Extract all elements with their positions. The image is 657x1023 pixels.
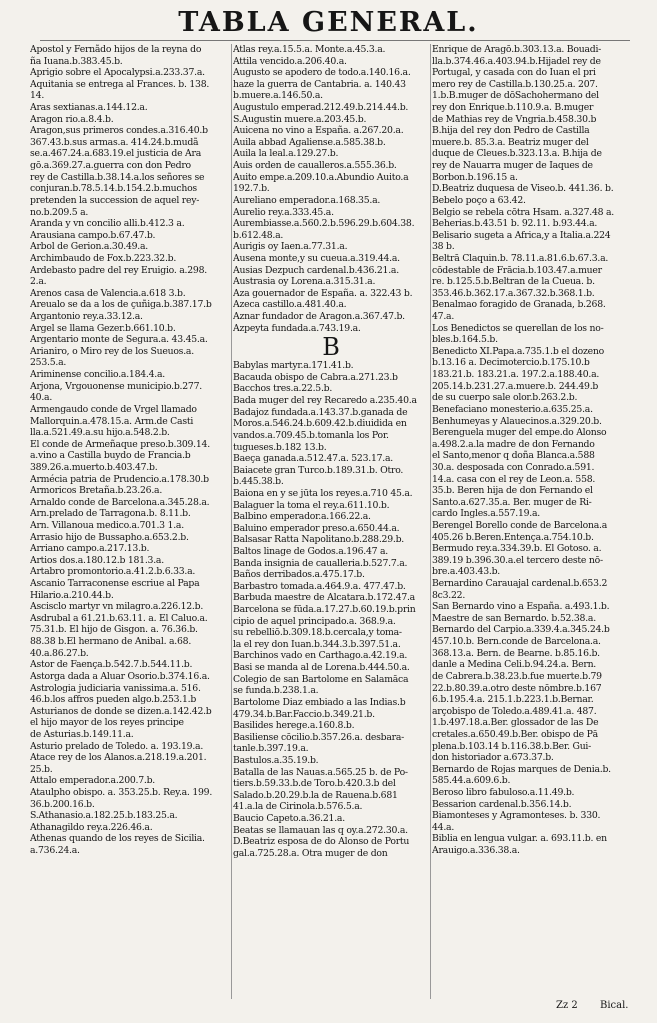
index-line: Barcelona se fūda.a.17.27.b.60.19.b.prin <box>233 604 416 616</box>
index-line: Armoricos Bretaña.b.23.26.a. <box>30 485 163 497</box>
index-line: Beroso libro fabuloso.a.11.49.b. <box>432 787 575 798</box>
index-line: Augustulo emperad.212.49.b.214.44.b. <box>233 102 409 114</box>
index-line: Armécia patria de Prudencio.a.178.30.b <box>30 473 209 485</box>
index-line: Azeca castillo.a.481.40.a. <box>233 299 347 311</box>
index-line: Beltrā Claquin.b. 78.11.a.81.6.b.67.3.a. <box>432 252 609 264</box>
index-line: 192.7.b. <box>233 183 270 195</box>
index-line: Auila abbad Agaliense.a.585.38.b. <box>233 136 386 148</box>
index-line: lla.a.521.49.a.su hijo.a.548.2.b. <box>30 427 170 439</box>
index-line: Artabro promontorio.a.41.2.b.6.33.a. <box>30 566 196 578</box>
index-line: Baiacete gran Turco.b.189.31.b. Otro. <box>233 464 404 476</box>
index-line: Bastulos.a.35.19.b. <box>233 754 319 766</box>
index-line: Balaguer la toma el rey.a.611.10.b. <box>233 499 390 511</box>
index-line: Belgio se rebela cōtra Hsam. a.327.48 a. <box>432 206 614 218</box>
index-line: Portugal, y casada con do Iuan el pri <box>432 67 596 79</box>
index-line: Batalla de las Nauas.a.565.25 b. de Po- <box>233 766 408 778</box>
index-line: 479.34.b.Bar.Faccio.b.349.21.b. <box>233 708 375 720</box>
index-line: Athanagildo rey.a.226.46.a. <box>30 821 153 833</box>
index-line: cipio de aquel principado.a. 368.9.a. <box>233 615 396 627</box>
index-line: b.445.38.b. <box>233 476 284 488</box>
index-line: 585.44.a.609.6.b. <box>432 775 511 787</box>
index-line: 1.b.B.muger de dōSachohermano del <box>432 90 599 102</box>
index-line: Armengaudo conde de Vrgel llamado <box>30 403 197 415</box>
index-column-3 <box>432 44 635 857</box>
index-line: Asturianos de donde se dizen.a.142.42.b <box>30 705 212 717</box>
index-line: Benhumeyas y Alauecinos.a.329.20.b. <box>432 415 602 427</box>
index-line: 405.26 b.Beren.Entença.a.754.10.b. <box>432 531 594 543</box>
index-line: Bernardo de Rojas marques de Denia.b. <box>432 763 611 775</box>
index-line: Artios dos.a.180.12.b 181.3.a. <box>30 554 164 566</box>
index-line: rey de Nauarra muger de Iaques de <box>432 160 593 172</box>
index-line: Asdrubal a 61.21.b.63.11. a. El Caluo.a. <box>30 612 208 624</box>
index-line: Argantonio rey.a.33.12.a. <box>30 311 143 323</box>
index-line: de Mathias rey de Vngria.b.458.30.b <box>432 113 597 125</box>
index-line: su rebelliō.b.309.18.b.cercala,y toma- <box>233 627 402 639</box>
index-line: S.Augustin muere.a.203.45.b. <box>233 113 367 125</box>
index-line: gō.a.369.27.a.guerra con don Pedro <box>30 160 191 172</box>
index-line: Bernardino Carauajal cardenal.b.653.2 <box>432 578 608 590</box>
index-line: Auis orden de caualleros.a.555.36.b. <box>233 160 397 172</box>
index-line: b.muere.a.146.50.a. <box>233 90 323 102</box>
index-line: cōdestable de Frācia.b.103.47.a.muer <box>432 264 602 276</box>
index-line: 41.a.la de Cirinola.b.576.5.a. <box>233 801 363 813</box>
index-line: b.13.16 a. Decimotercio.b.175.10.b <box>432 357 590 369</box>
index-line: de Cabrera.b.38.23.b.fue muerte.b.79 <box>432 670 602 682</box>
index-line: Aprigio sobre el Apocalypsi.a.233.37.a. <box>30 67 205 79</box>
index-line: 253.5.a. <box>30 357 67 369</box>
index-line: Bessarion cardenal.b.356.14.b. <box>432 798 572 810</box>
index-line: Barchinos vado en Carthago.a.42.19.a. <box>233 650 408 662</box>
index-line: Aragon,sus primeros condes.a.316.40.b <box>30 125 208 137</box>
index-line: Arauigo.a.336.38.a. <box>432 845 520 857</box>
index-line: Mallorquin.a.478.15.a. Arm.de Casti <box>30 415 194 427</box>
index-line: 457.10.b. Bern.conde de Barcelona.a. <box>432 636 601 648</box>
index-line: Astrologia judiciaria vanissima.a. 516. <box>30 682 201 694</box>
index-line: Bartolome Diaz embiado a las Indias.b <box>233 696 406 708</box>
index-line: Astor de Faença.b.542.7.b.544.11.b. <box>30 659 193 671</box>
index-line: Berengel Borello conde de Barcelona.a <box>432 519 608 531</box>
index-line: plena.b.103.14 b.116.38.b.Ber. Gui- <box>432 740 592 752</box>
index-line: Argel se llama Gezer.b.661.10.b. <box>30 322 176 334</box>
index-line: Arn.prelado de Tarragona.b. 8.11.b. <box>30 508 191 520</box>
index-line: 14. <box>30 90 45 102</box>
index-line: bles.b.164.5.b. <box>432 334 498 346</box>
index-line: 6.b.195.4.a. 215.1.b.223.1.b.Bernar. <box>432 694 594 706</box>
index-line: B.hija del rey don Pedro de Castilla <box>432 125 590 137</box>
index-line: se.a.467.24.a.683.19.el justicia de Ara <box>30 148 202 160</box>
index-line: Aureliano emperador.a.168.35.a. <box>233 194 381 206</box>
index-line: Athenas quando de los reyes de Sicilia. <box>30 833 205 845</box>
index-line: Aras sextianas.a.144.12.a. <box>30 102 148 114</box>
index-line: se funda.b.238.1.a. <box>233 685 319 697</box>
index-line: Archimbaudo de Fox.b.223.32.b. <box>30 252 177 264</box>
section-letter: B <box>322 334 340 361</box>
index-line: Arenos casa de Valencia.a.618 3.b. <box>30 287 186 299</box>
index-line: Belisario sugeta a Africa,y a Italia.a.224 <box>432 229 611 241</box>
index-line: Auila la leal.a.129.27.b. <box>233 148 339 160</box>
index-line: Arianiro, o Miro rey de los Sueuos.a. <box>30 345 194 357</box>
index-line: Benefaciano monesterio.a.635.25.a. <box>432 403 593 415</box>
index-line: rey don Enrique.b.110.9.a. B.muger <box>432 102 594 114</box>
index-line: 44.a. <box>432 821 455 833</box>
index-line: Benedicto XI.Papa.a.735.1.b el dozeno <box>432 345 605 357</box>
index-line: 205.14.b.231.27.a.muere.b. 244.49.b <box>432 380 599 392</box>
index-line: Beherias.b.43.51 b. 92.11. b.93.44.a. <box>432 218 598 230</box>
index-line: 14.a. casa con el rey de Leon.a. 558. <box>432 473 596 485</box>
index-line: Arbol de Gerion.a.30.49.a. <box>30 241 148 253</box>
index-line: 46.b.los affros pueden algo.b.253.1.b <box>30 694 197 706</box>
index-line: Aurigis oy Iaen.a.77.31.a. <box>233 241 348 253</box>
index-line: la el rey don Iuan.b.344.3.b.397.51.a. <box>233 638 401 650</box>
index-line: Baucio Capeto.a.36.21.a. <box>233 813 345 824</box>
index-line: Auicena no vino a España. a.267.20.a. <box>233 125 404 137</box>
index-line: b.612.48.a. <box>233 229 284 241</box>
index-line: Aranda y vn concilio alli.b.412.3 a. <box>30 218 185 230</box>
index-line: Areualo se da a los de çuñiga.b.387.17.b <box>30 299 212 311</box>
index-line: Ariminense concilio.a.184.4.a. <box>30 369 165 381</box>
index-line: Arausiana campo.b.67.47.b. <box>30 229 156 241</box>
index-line: Augusto se apodero de todo.a.140.16.a. <box>233 67 411 79</box>
index-line: Asturio prelado de Toledo. a. 193.19.a. <box>30 740 204 752</box>
index-line: Beatas se llamauan las q oy.a.272.30.a. <box>233 824 408 836</box>
index-line: Arnaldo conde de Barcelona.a.345.28.a. <box>30 496 210 508</box>
index-line: Basiliense cōcilio.b.357.26.a. desbara- <box>233 731 405 743</box>
index-line: Barbuda maestre de Alcatara.b.172.47.a <box>233 592 415 604</box>
column-divider <box>430 44 431 999</box>
index-line: Austrasia oy Lorena.a.315.31.a. <box>233 276 376 288</box>
index-line: 8c3.22. <box>432 589 466 601</box>
index-line: mero rey de Castilla.b.130.25.a. 207. <box>432 78 598 90</box>
index-line: Berenguela muger del empe.do Alonso <box>432 427 607 439</box>
index-line: 389.26.a.muerto.b.403.47.b. <box>30 461 158 473</box>
index-line: Badajoz fundada.a.143.37.b.ganada de <box>233 406 408 418</box>
page-title: TABLA GENERAL. <box>178 7 479 38</box>
index-line: Enrique de Aragō.b.303.13.a. Bouadi- <box>432 44 602 55</box>
index-line: Maestre de san Bernardo. b.52.38.a. <box>432 612 596 624</box>
index-line: Attila vencido.a.206.40.a. <box>233 55 347 67</box>
index-line: Babylas martyr.a.171.41.b. <box>233 360 354 372</box>
index-line: S.Athanasio.a.182.25.b.183.25.a. <box>30 810 178 822</box>
index-line: 367.43.b.sus armas.a. 414.24.b.mudã <box>30 136 199 148</box>
index-line: Atlas rey.a.15.5.a. Monte.a.45.3.a. <box>233 44 386 55</box>
index-line: pretenden la succession de aquel rey- <box>30 194 200 206</box>
index-line: Baeça ganada.a.512.47.a. 523.17.a. <box>233 453 393 465</box>
index-line: El conde de Armeñaque preso.b.309.14. <box>30 438 210 450</box>
index-line: tiers.b.59.33.b.de Toro.b.420.3.b del <box>233 778 396 790</box>
index-line: Atace rey de los Alanos.a.218.19.a.201. <box>30 752 207 764</box>
index-line: Aznar fundador de Aragon.a.367.47.b. <box>233 311 405 323</box>
index-line: 1.b.497.18.a.Ber. glossador de las De <box>432 717 599 729</box>
index-line: San Bernardo vino a España. a.493.1.b. <box>432 601 610 613</box>
index-line: el hijo mayor de los reyes principe <box>30 717 184 729</box>
index-line: el Santo,menor q doña Blanca.a.588 <box>432 450 595 462</box>
index-line: Benalmao foragido de Granada, b.268. <box>432 299 606 311</box>
index-line: Aurelio rey.a.333.45.a. <box>233 206 334 218</box>
index-line: 25.b. <box>30 763 53 775</box>
index-line: D.Beatriz duquesa de Viseo.b. 441.36. b. <box>432 183 614 195</box>
index-line: Arriano campo.a.217.13.b. <box>30 543 150 555</box>
index-line: Ausias Dezpuch cardenal.b.436.21.a. <box>233 264 399 276</box>
index-line: ña Iuana.b.383.45.b. <box>30 55 123 67</box>
index-line: muere.b. 85.3.a. Beatriz muger del <box>432 136 589 148</box>
index-line: Basilides herege.a.160.8.b. <box>233 720 355 732</box>
index-line: 353.46.b.362.17.a.367.32.b.368.1.b. <box>432 287 595 299</box>
index-line: 389.19 b.396.30.a.el tercero deste nō- <box>432 554 603 566</box>
column-divider <box>231 44 232 999</box>
index-line: Ardebasto padre del rey Eruigio. a.298. <box>30 264 207 276</box>
index-line: 30.a. desposada con Conrado.a.591. <box>432 461 595 473</box>
catchword: Bical. <box>600 1000 629 1011</box>
index-line: 40.a. <box>30 392 53 404</box>
index-line: Balsasar Ratta Napolitano.b.288.29.b. <box>233 534 404 546</box>
index-line: Arjona, Vrgouonense municipio.b.277. <box>30 380 202 392</box>
index-line: conjuran.b.78.5.14.b.154.2.b.muchos <box>30 183 197 195</box>
index-line: Bermudo rey.a.334.39.b. El Gotoso. a. <box>432 543 602 555</box>
index-line: 38 b. <box>432 241 455 253</box>
index-line: Basi se manda al de Lorena.b.444.50.a. <box>233 662 410 674</box>
index-line: Baiona en y se jūta los reyes.a.710 45.a. <box>233 487 413 499</box>
index-line: Baluino emperador preso.a.650.44.a. <box>233 522 400 534</box>
index-line: Azpeyta fundada.a.743.19.a. <box>233 322 361 334</box>
index-line: Santo.a.627.35.a. Ber. muger de Ri- <box>432 496 592 508</box>
index-line: rey de Castilla.b.38.14.a.los señores se <box>30 171 205 183</box>
index-line: Biamonteses y Agramonteses. b. 330. <box>432 810 601 822</box>
index-line: danle a Medina Celi.b.94.24.a. Bern. <box>432 659 597 671</box>
index-line: D.Beatriz esposa de do Alonso de Portu <box>233 836 410 848</box>
index-line: de su cuerpo sale olor.b.263.2.b. <box>432 392 578 404</box>
index-line: Balbino emperador.a.166.22.a. <box>233 511 371 523</box>
index-line: Aquitania se entrega al Frances. b. 138. <box>30 78 210 90</box>
index-line: 183.21.b. 183.21.a. 197.2.a.188.40.a. <box>432 369 600 381</box>
index-line: Aza gouernador de España. a. 322.43 b. <box>233 287 413 299</box>
index-line: a.498.2.a.la madre de don Fernando <box>432 438 595 450</box>
index-line: Banda insignia de caualleria.b.527.7.a. <box>233 557 408 569</box>
index-line: 88.38 b.El hermano de Anibal. a.68. <box>30 636 192 648</box>
index-line: cretales.a.650.49.b.Ber. obispo de Pā <box>432 728 598 740</box>
index-line: Apostol y Fernãdo hijos de la reyna do <box>30 44 202 55</box>
index-line: Baltos linage de Godos.a.196.47 a. <box>233 545 388 557</box>
index-line: 40.a.86.27.b. <box>30 647 89 659</box>
index-line: Bebelo poço a 63.42. <box>432 194 526 206</box>
index-line: Attalo emperador.a.200.7.b. <box>30 775 155 787</box>
index-line: 35.b. Beren hija de don Fernando el <box>432 485 593 497</box>
index-line: Ascisclo martyr vn milagro.a.226.12.b. <box>30 601 204 613</box>
index-line: de Asturias.b.149.11.a. <box>30 728 134 740</box>
index-column-2 <box>233 44 429 859</box>
index-line: Borbon.b.196.15 a. <box>432 171 518 183</box>
index-line: lla.b.374.46.a.403.94.b.Hijadel rey de <box>432 55 601 67</box>
index-column-1 <box>30 44 230 857</box>
index-line: duque de Cleues.b.323.13.a. B.hija de <box>432 148 602 160</box>
index-line: haze la guerra de Cantabria. a. 140.43 <box>233 78 406 90</box>
index-line: bre.a.403.43.b. <box>432 566 500 578</box>
index-line: Baños derribados.a.475.17.b. <box>233 569 365 581</box>
index-line: 47.a. <box>432 311 455 323</box>
index-line: Moros.a.546.24.b.609.42.b.diuidida en <box>233 418 407 430</box>
index-line: 22.b.80.39.a.otro deste nōmbre.b.167 <box>432 682 602 694</box>
index-line: Arn. Villanoua medico.a.701.3 1.a. <box>30 519 184 531</box>
index-line: Bacauda obispo de Cabra.a.271.23.b <box>233 371 398 383</box>
signature-mark: Zz 2 <box>556 1000 578 1011</box>
index-line: re. b.125.5.b.Beltran de la Cueua. b. <box>432 276 595 288</box>
index-line: Auito empe.a.209.10.a.Abundio Auito.a <box>233 171 409 183</box>
index-line: a.vino a Castilla buydo de Francia.b <box>30 450 191 462</box>
index-line: cardo Ingles.a.557.19.a. <box>432 508 540 520</box>
index-line: tanle.b.397.19.a. <box>233 743 309 755</box>
index-line: Argentario monte de Segura.a. 43.45.a. <box>30 334 208 346</box>
index-line: Bernardo del Carpio.a.339.4.a.345.24.b <box>432 624 610 636</box>
index-line: Ascanio Tarraconense escriue al Papa <box>30 578 200 590</box>
index-line: Colegio de san Bartolome en Salamāca <box>233 673 409 685</box>
index-line: Arrasio hijo de Bussapho.a.653.2.b. <box>30 531 189 543</box>
index-line: Astorga dada a Aluar Osorio.b.374.16.a. <box>30 670 210 682</box>
index-line: vandos.a.709.45.b.tomanla los Por. <box>233 429 389 441</box>
index-line: Hilario.a.210.44.b. <box>30 589 114 601</box>
index-line: 75.31.b. El hijo de Gisgon. a. 76.36.b. <box>30 624 198 636</box>
index-line: Ausena monte,y su cueua.a.319.44.a. <box>233 252 400 264</box>
index-line: 36.b.200.16.b. <box>30 798 95 810</box>
index-line: Barbastro tomada.a.464.9.a. 477.47.b. <box>233 580 406 592</box>
index-line: Salado.b.20.29.b.la de Rauena.b.681 <box>233 789 398 801</box>
title-rule <box>40 40 630 41</box>
index-line: 2.a. <box>30 276 47 288</box>
index-line: Aragon rio.a.8.4.b. <box>30 113 114 125</box>
index-line: Ataulpho obispo. a. 353.25.b. Rey.a. 199. <box>30 787 213 798</box>
index-line: arçobispo de Toledo.a.489.41.a. 487. <box>432 705 597 717</box>
index-line: Bacchos tres.a.22.5.b. <box>233 383 333 395</box>
index-line: no.b.209.5 a. <box>30 206 89 218</box>
index-line: Aurembiasse.a.560.2.b.596.29.b.604.38. <box>233 218 415 230</box>
index-line: a.736.24.a. <box>30 845 80 857</box>
index-line: tugueses.b.182 13.b. <box>233 441 327 453</box>
index-line: don historiador a.673.37.b. <box>432 752 554 764</box>
index-line: Bada muger del rey Recaredo a.235.40.a <box>233 395 417 407</box>
index-line: 368.13.a. Bern. de Bearne. b.85.16.b. <box>432 647 600 659</box>
index-line: Biblia en lengua vulgar. a. 693.11.b. en <box>432 833 607 845</box>
index-line: gal.a.725.28.a. Otra muger de don <box>233 847 388 859</box>
index-line: Los Benedictos se querellan de los no- <box>432 322 604 334</box>
